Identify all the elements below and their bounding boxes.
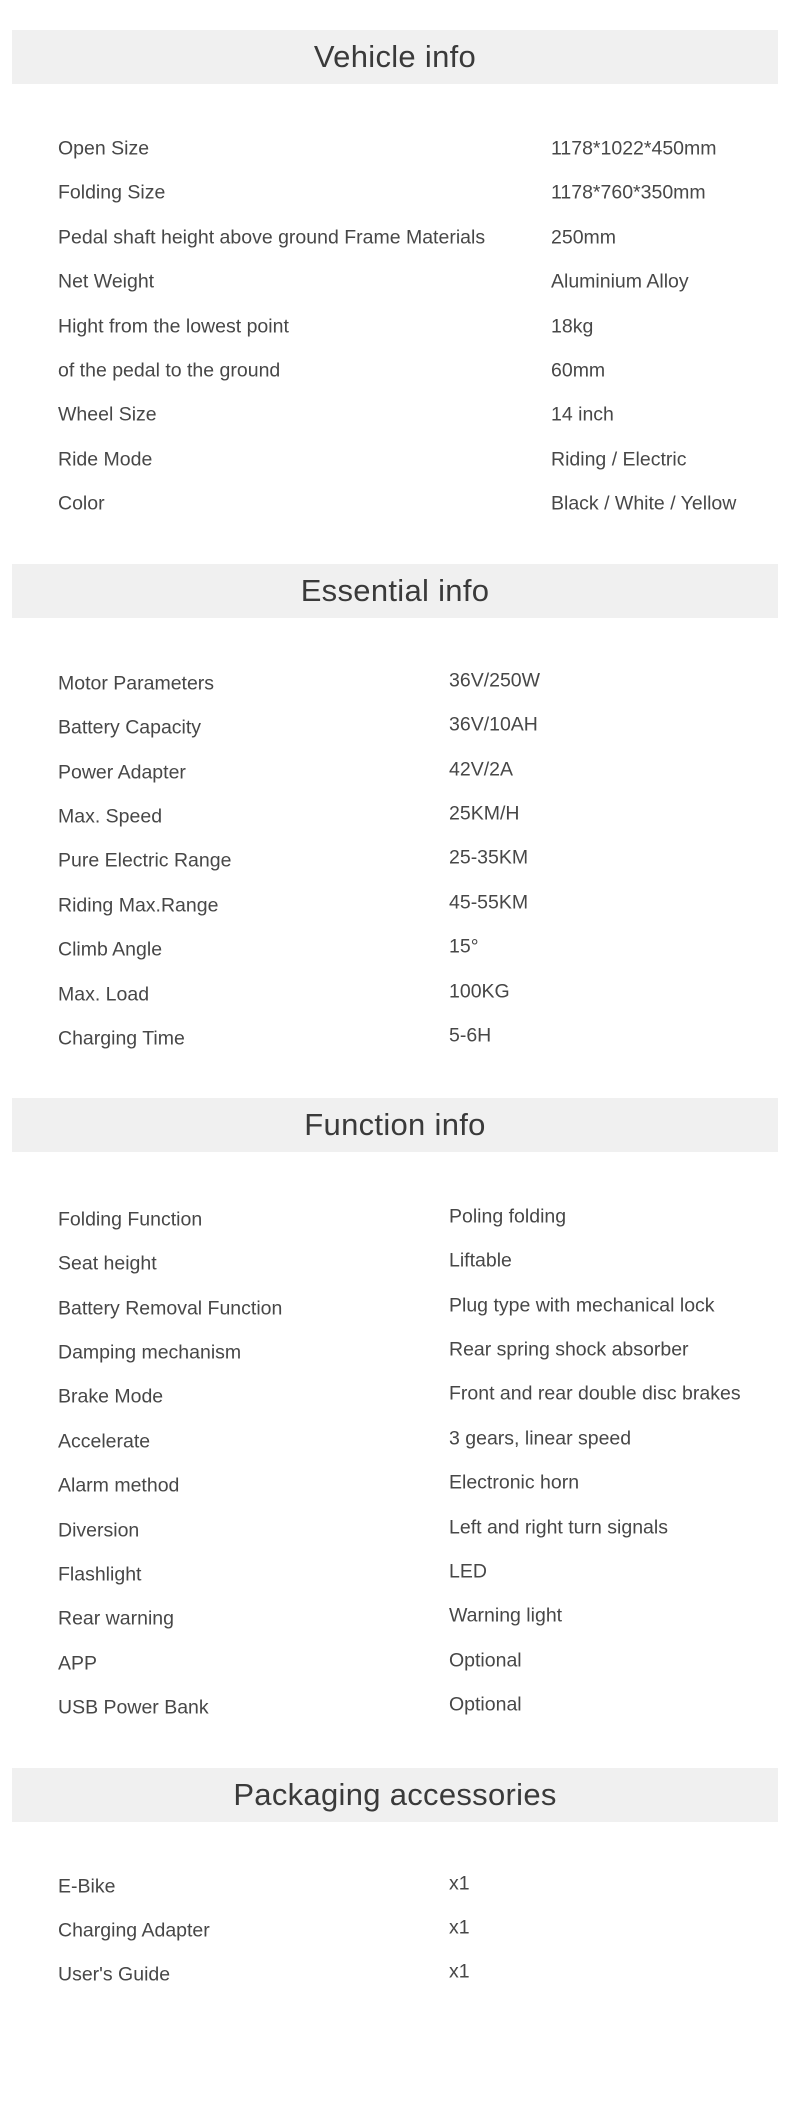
spec-label: Open Size <box>58 137 150 160</box>
spec-label: Diversion <box>58 1519 140 1542</box>
spec-value: Optional <box>449 1649 522 1672</box>
spec-label: Motor Parameters <box>58 672 215 695</box>
spec-value: 25KM/H <box>449 802 520 825</box>
spec-row <box>0 839 790 883</box>
section-title: Function info <box>304 1106 486 1142</box>
spec-label: Hight from the lowest point <box>58 315 289 338</box>
spec-value: x1 <box>449 1872 470 1895</box>
spec-label: Charging Adapter <box>58 1919 210 1942</box>
spec-label: Charging Time <box>58 1027 185 1050</box>
spec-row <box>0 750 790 794</box>
spec-label: Alarm method <box>58 1474 180 1497</box>
spec-row <box>0 1642 790 1686</box>
spec-rows <box>0 1198 790 1731</box>
spec-row <box>0 1331 790 1375</box>
spec-row <box>0 1953 790 1997</box>
spec-label: Brake Mode <box>58 1385 164 1408</box>
spec-label: Damping mechanism <box>58 1341 242 1364</box>
spec-value: 18kg <box>551 315 594 338</box>
spec-label: Seat height <box>58 1252 157 1275</box>
spec-row <box>0 1242 790 1286</box>
spec-row <box>0 260 790 304</box>
spec-row <box>0 438 790 482</box>
spec-rows <box>0 127 790 527</box>
spec-label: Ride Mode <box>58 448 153 471</box>
spec-row <box>0 349 790 393</box>
spec-value: 14 inch <box>551 403 614 426</box>
spec-value: x1 <box>449 1960 470 1983</box>
spec-value: Liftable <box>449 1249 512 1272</box>
spec-label: USB Power Bank <box>58 1696 209 1719</box>
spec-value: 100KG <box>449 980 510 1003</box>
spec-value: 5-6H <box>449 1024 492 1047</box>
spec-row <box>0 127 790 171</box>
spec-row <box>0 884 790 928</box>
spec-row <box>0 216 790 260</box>
spec-label: E-Bike <box>58 1875 116 1898</box>
spec-row <box>0 706 790 750</box>
spec-row <box>0 1420 790 1464</box>
spec-value: LED <box>449 1560 487 1583</box>
spec-section <box>0 564 790 1061</box>
spec-row <box>0 1909 790 1953</box>
spec-label: Color <box>58 492 105 515</box>
spec-rows <box>0 1864 790 1997</box>
spec-row <box>0 1508 790 1552</box>
spec-row <box>0 1597 790 1641</box>
spec-label: Power Adapter <box>58 761 186 784</box>
spec-row <box>0 972 790 1016</box>
spec-value: 25-35KM <box>449 846 529 869</box>
spec-row <box>0 662 790 706</box>
spec-label: APP <box>58 1652 98 1675</box>
spec-label: Climb Angle <box>58 938 163 961</box>
section-title: Essential info <box>300 572 490 608</box>
section-title: Packaging accessories <box>233 1776 557 1812</box>
spec-value: 36V/250W <box>449 669 541 692</box>
spec-label: Max. Speed <box>58 805 163 828</box>
spec-value: Poling folding <box>449 1205 567 1228</box>
spec-value: 15° <box>449 935 479 958</box>
spec-section <box>0 30 790 526</box>
spec-label: Wheel Size <box>58 403 157 426</box>
spec-row <box>0 795 790 839</box>
spec-row <box>0 171 790 215</box>
spec-value: 60mm <box>551 359 606 382</box>
section-header-band <box>12 30 778 84</box>
spec-value: Aluminium Alloy <box>551 270 689 293</box>
spec-row <box>0 1198 790 1242</box>
spec-row <box>0 1017 790 1061</box>
spec-label: Pedal shaft height above ground Frame Materials <box>58 226 486 249</box>
spec-label: User's Guide <box>58 1963 171 1986</box>
spec-value: 1178*1022*450mm <box>551 137 717 160</box>
spec-value: Warning light <box>449 1604 563 1627</box>
spec-value: Riding / Electric <box>551 448 687 471</box>
spec-label: Accelerate <box>58 1430 151 1453</box>
spec-row <box>0 1286 790 1330</box>
spec-value: Rear spring shock absorber <box>449 1338 689 1361</box>
spec-sheet <box>0 30 790 1998</box>
spec-value: 45-55KM <box>449 891 529 914</box>
spec-value: 1178*760*350mm <box>551 181 706 204</box>
spec-rows <box>0 662 790 1062</box>
spec-row <box>0 1464 790 1508</box>
spec-section <box>0 1098 790 1730</box>
spec-value: Black / White / Yellow <box>551 492 737 515</box>
spec-value: Front and rear double disc brakes <box>449 1382 741 1405</box>
spec-row <box>0 928 790 972</box>
spec-value: x1 <box>449 1916 470 1939</box>
spec-row <box>0 1375 790 1419</box>
spec-row <box>0 1553 790 1597</box>
section-header-band <box>12 1768 778 1822</box>
spec-label: Battery Removal Function <box>58 1297 283 1320</box>
spec-row <box>0 1864 790 1908</box>
spec-row <box>0 1686 790 1730</box>
spec-row <box>0 482 790 526</box>
section-header-band <box>12 564 778 618</box>
spec-value: 36V/10AH <box>449 713 538 736</box>
spec-label: Flashlight <box>58 1563 142 1586</box>
spec-value: 3 gears, linear speed <box>449 1427 632 1450</box>
spec-value: 42V/2A <box>449 758 513 781</box>
spec-label: Folding Function <box>58 1208 203 1231</box>
spec-value: Plug type with mechanical lock <box>449 1294 715 1317</box>
spec-label: Riding Max.Range <box>58 894 219 917</box>
section-title: Vehicle info <box>313 39 477 74</box>
spec-label: of the pedal to the ground <box>58 359 281 382</box>
spec-value: Optional <box>449 1693 522 1716</box>
spec-label: Battery Capacity <box>58 716 202 739</box>
spec-label: Pure Electric Range <box>58 849 232 872</box>
spec-label: Max. Load <box>58 983 150 1006</box>
spec-label: Rear warning <box>58 1607 174 1630</box>
spec-value: Left and right turn signals <box>449 1516 668 1539</box>
spec-value: 250mm <box>551 226 617 249</box>
spec-row <box>0 393 790 437</box>
spec-label: Folding Size <box>58 181 166 204</box>
spec-row <box>0 304 790 348</box>
spec-value: Electronic horn <box>449 1471 580 1494</box>
section-header-band <box>12 1098 778 1152</box>
spec-label: Net Weight <box>58 270 155 293</box>
spec-section <box>0 1768 790 1998</box>
